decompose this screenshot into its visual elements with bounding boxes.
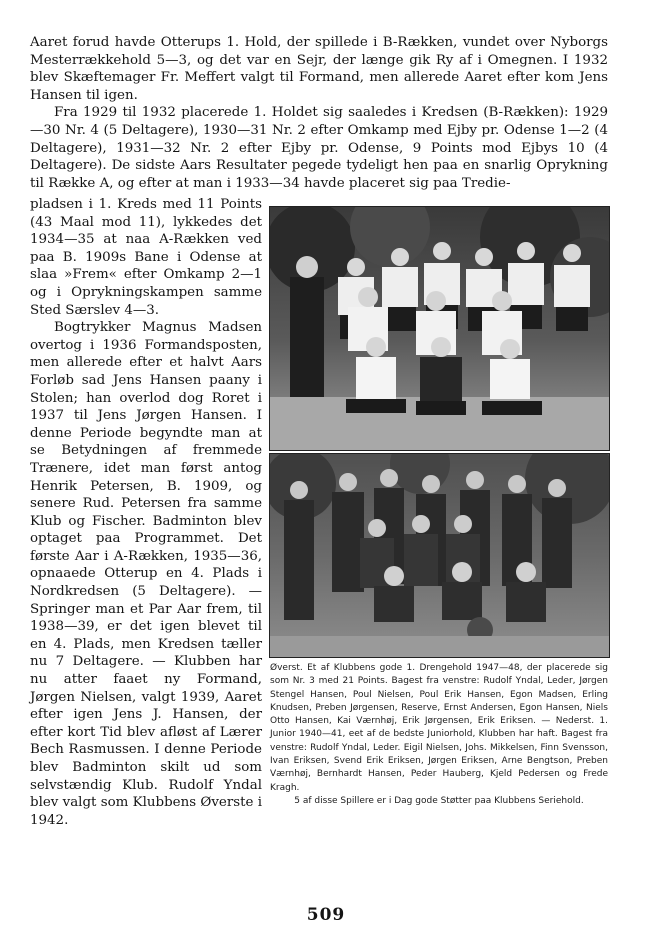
paragraph-1: Aaret forud havde Otterups 1. Hold, der spillede i B-Rækken, vundet over Nyborgs Mesterrækkehold 5—3, og det var en Sejr, der længe gik Ry af i Omegnen. I 1932 blev Skæftemager Fr. Meffert valgt til Formand, men allerede Aaret efter kom Jens Hansen til igen. <box>30 35 608 103</box>
top-text-block <box>30 34 608 192</box>
paragraph-2: Fra 1929 til 1932 placerede 1. Holdet sig saaledes i Kredsen (B-Rækken): 1929—30 Nr. 4 (5 Deltagere), 1930—31 Nr. 2 efter Omkamp med Ejby pr. Odense 1—2 (4 Deltagere), 1931—32 Nr. 2 efter Ejby pr. Odense, 9 Points mod Ejbys 10 (4 Deltagere). De sidste Aars Resultater pegede tydeligt hen paa en snarlig Oprykning til Række A, og efter at man i 1933—34 havde placeret sig paa Tredie- <box>30 105 608 191</box>
page-number: 509 <box>306 905 346 925</box>
photo-boys-team-1947 <box>269 206 610 451</box>
paragraph-3: pladsen i 1. Kreds med 11 Points (43 Maal mod 11), lykkedes det 1934—35 at naa A-Rækken ved paa B. 1909s Bane i Odense at slaa »Frem« efter Omkamp 2—1 og i Oprykningskampen samme Sted Særslev 4—3. <box>30 197 262 318</box>
caption-last-line: 5 af disse Spillere er i Dag gode Støtter paa Klubbens Seriehold. <box>294 795 584 806</box>
left-column-text <box>30 196 262 829</box>
junior-team-photo-image <box>270 454 609 657</box>
paragraph-4: Bogtrykker Magnus Madsen overtog i 1936 Formandsposten, men allerede efter et halvt Aars Forløb sad Jens Hansen paany i Stolen; han overlod dog Roret i 1937 til Jens Jørgen Hansen. I denne Periode begyndte man at se Betydningen af fremmede Trænere, idet man først antog Henrik Petersen, B. 1909, og senere Rud. Petersen fra samme Klub og Fischer. Badminton blev optaget paa Programmet. Det første Aar i A-Rækken, 1935—36, opnaaede Otterup en 4. Plads i Nordkredsen (5 Deltagere). — Springer man et Par Aar frem, til 1938—39, er det igen blevet til en 4. Plads, men Kredsen tæller nu 7 Deltagere. — Klubben har nu atter faaet ny Formand, Jørgen Nielsen, valgt 1939, Aaret efter igen Jens J. Hansen, der efter kort Tid blev afløst af Lærer Bech Rasmussen. I denne Periode blev Badminton skilt ud som selvstændig Klub. Rudolf Yndal blev valgt som Klubbens Øverste i 1942. <box>30 320 262 828</box>
boys-team-photo-image <box>270 207 609 450</box>
photo-junior-team-1940 <box>269 453 610 658</box>
photo-caption <box>270 662 608 808</box>
caption-body: Øverst. Et af Klubbens gode 1. Drengehold 1947—48, der placerede sig som Nr. 3 med 21 Points. Bagest fra venstre: Rudolf Yndal, Leder, Jørgen Stengel Hansen, Poul Nielsen, Poul Erik Hansen, Egon Madsen, Erling Knudsen, Preben Jørgensen, Reserve, Ernst Andersen, Egon Hansen, Niels Otto Hansen, Kai Værnhøj, Erik Jørgensen, Erik Eriksen. — Nederst. 1. Junior 1940—41, eet af de bedste Juniorhold, Klubben har haft. Bagest fra venstre: Rudolf Yndal, Leder. Eigil Nielsen, Johs. Mikkelsen, Finn Svensson, Ivan Eriksen, Svend Erik Eriksen, Jørgen Eriksen, Arne Bengtson, Preben Værnhøj, Bernhardt Hansen, Peder Hauberg, Kjeld Pedersen og Frede Kragh. <box>270 663 608 793</box>
